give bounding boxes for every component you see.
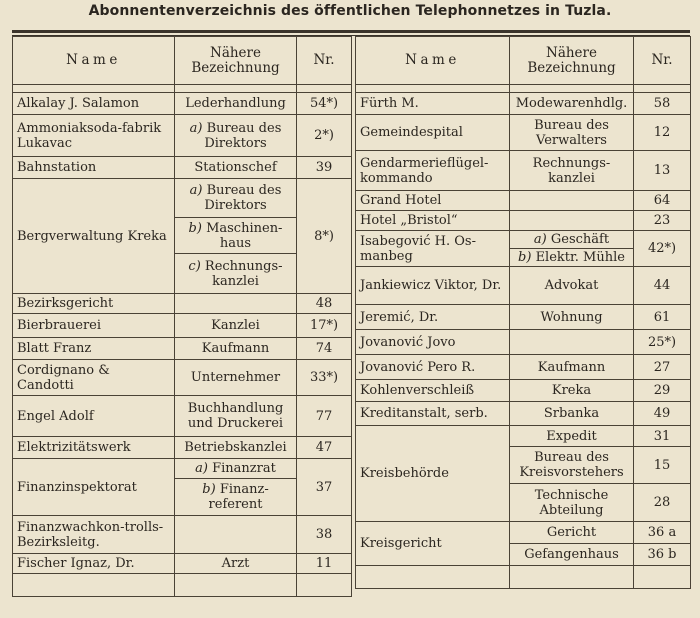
entry-bezeichnung: Srbanka xyxy=(510,402,634,426)
table-header-row xyxy=(13,37,352,85)
entry-name: Jeremić, Dr. xyxy=(356,305,510,330)
entry-name: Finanzinspektorat xyxy=(13,459,175,516)
entry-number: 38 xyxy=(297,516,352,554)
entry-number: 49 xyxy=(634,402,691,426)
top-double-rule xyxy=(12,30,690,33)
table-row xyxy=(356,305,691,330)
entry-bezeichnung xyxy=(510,191,634,211)
header-bezeichnung: Nähere Bezeichnung xyxy=(510,37,634,85)
entry-bezeichnung: Kanzlei xyxy=(175,314,297,338)
entry-number: 37 xyxy=(297,459,352,516)
table-row xyxy=(356,355,691,380)
table-row xyxy=(13,314,352,338)
entry-bezeichnung: a) Bureau des Direktors xyxy=(175,115,297,157)
table-row xyxy=(356,211,691,231)
entry-number: 29 xyxy=(634,380,691,402)
table-row xyxy=(356,151,691,191)
entry-number: 54*) xyxy=(297,93,352,115)
entry-name: Bierbrauerei xyxy=(13,314,175,338)
page-title: Abonnentenverzeichnis des öffentlichen Telephonnetzes in Tuzla. xyxy=(88,3,612,19)
table-row xyxy=(356,522,691,544)
entry-sub-bezeichnung: b) Maschinen-haus xyxy=(175,218,297,254)
entry-name: Engel Adolf xyxy=(13,396,175,437)
entry-name: Blatt Franz xyxy=(13,338,175,360)
entry-bezeichnung xyxy=(175,294,297,314)
entry-name: Fürth M. xyxy=(356,93,510,115)
entry-bezeichnung: Wohnung xyxy=(510,305,634,330)
entry-sub-bezeichnung: a) Bureau des Direktors xyxy=(175,179,297,218)
entry-name: Cordignano & Candotti xyxy=(13,360,175,396)
table-row xyxy=(356,115,691,151)
entry-number: 42*) xyxy=(634,231,691,267)
entry-sub-bezeichnung: a) Finanzrat xyxy=(175,459,297,479)
entry-sub-bezeichnung: b) Elektr. Mühle xyxy=(510,249,634,267)
entry-name: Elektrizitätswerk xyxy=(13,437,175,459)
entry-sub-bezeichnung: Technische Abteilung xyxy=(510,484,634,522)
table-row xyxy=(13,115,352,157)
table-row xyxy=(13,396,352,437)
entry-bezeichnung xyxy=(175,516,297,554)
entry-number: 17*) xyxy=(297,314,352,338)
entry-sub-bezeichnung: b) Finanz-referent xyxy=(175,479,297,516)
entry-number: 36 a xyxy=(634,522,691,544)
entry-number: 36 b xyxy=(634,544,691,566)
entry-bezeichnung: Kaufmann xyxy=(175,338,297,360)
table-row xyxy=(13,437,352,459)
entry-number: 77 xyxy=(297,396,352,437)
entry-name: Finanzwachkon-trolls-Bezirksleitg. xyxy=(13,516,175,554)
entry-name: Jovanović Jovo xyxy=(356,330,510,355)
entry-name: Kreisgericht xyxy=(356,522,510,566)
entry-number: 25*) xyxy=(634,330,691,355)
entry-sub-bezeichnung: Gefangenhaus xyxy=(510,544,634,566)
table-row xyxy=(13,294,352,314)
entry-number: 64 xyxy=(634,191,691,211)
table-row xyxy=(13,360,352,396)
entry-name: Isabegović H. Os-manbeg xyxy=(356,231,510,267)
table-row xyxy=(356,93,691,115)
entry-number: 23 xyxy=(634,211,691,231)
entry-number: 47 xyxy=(297,437,352,459)
entry-name: Gendarmerieflügel-kommando xyxy=(356,151,510,191)
entry-number: 58 xyxy=(634,93,691,115)
table-header-row xyxy=(356,37,691,85)
entry-number: 61 xyxy=(634,305,691,330)
entry-name: Gemeindespital xyxy=(356,115,510,151)
entry-bezeichnung: Rechnungs-kanzlei xyxy=(510,151,634,191)
header-name: Name xyxy=(13,37,175,85)
entry-number: 28 xyxy=(634,484,691,522)
directory-table-right xyxy=(355,36,691,589)
entry-name: Bergverwaltung Kreka xyxy=(13,179,175,294)
entry-bezeichnung: Buchhandlung und Druckerei xyxy=(175,396,297,437)
entry-bezeichnung: Kreka xyxy=(510,380,634,402)
entry-number: 33*) xyxy=(297,360,352,396)
entry-bezeichnung: Unternehmer xyxy=(175,360,297,396)
header-name: Name xyxy=(356,37,510,85)
entry-bezeichnung: Stationschef xyxy=(175,157,297,179)
table-row xyxy=(13,459,352,479)
header-nr: Nr. xyxy=(297,37,352,85)
entry-name: Jovanović Pero R. xyxy=(356,355,510,380)
entry-number: 15 xyxy=(634,447,691,484)
entry-sub-bezeichnung: c) Rechnungs-kanzlei xyxy=(175,254,297,294)
entry-name: Jankiewicz Viktor, Dr. xyxy=(356,267,510,305)
entry-sub-bezeichnung: Gericht xyxy=(510,522,634,544)
table-row xyxy=(13,157,352,179)
entry-name: Hotel „Bristol“ xyxy=(356,211,510,231)
entry-name: Kohlenverschleiß xyxy=(356,380,510,402)
table-row xyxy=(356,267,691,305)
entry-name: Grand Hotel xyxy=(356,191,510,211)
entry-bezeichnung xyxy=(510,330,634,355)
entry-bezeichnung: Betriebskanzlei xyxy=(175,437,297,459)
table-row xyxy=(356,402,691,426)
entry-bezeichnung xyxy=(510,211,634,231)
entry-sub-bezeichnung: Expedit xyxy=(510,426,634,447)
table-row xyxy=(13,554,352,574)
table-row xyxy=(356,426,691,447)
entry-number: 48 xyxy=(297,294,352,314)
entry-number: 8*) xyxy=(297,179,352,294)
entry-name: Kreisbehörde xyxy=(356,426,510,522)
entry-number: 11 xyxy=(297,554,352,574)
entry-bezeichnung: Lederhandlung xyxy=(175,93,297,115)
entry-name: Fischer Ignaz, Dr. xyxy=(13,554,175,574)
header-bezeichnung: Nähere Bezeichnung xyxy=(175,37,297,85)
table-row xyxy=(356,231,691,249)
table-row xyxy=(13,179,352,218)
entry-bezeichnung: Kaufmann xyxy=(510,355,634,380)
entry-name: Ammoniaksoda-fabrik Lukavac xyxy=(13,115,175,157)
entry-number: 2*) xyxy=(297,115,352,157)
table-row xyxy=(13,516,352,554)
entry-sub-bezeichnung: Bureau des Kreisvorstehers xyxy=(510,447,634,484)
entry-name: Bahnstation xyxy=(13,157,175,179)
entry-name: Bezirksgericht xyxy=(13,294,175,314)
entry-bezeichnung: Arzt xyxy=(175,554,297,574)
directory-table-left xyxy=(12,36,352,597)
table-row xyxy=(13,93,352,115)
table-row xyxy=(356,191,691,211)
entry-number: 13 xyxy=(634,151,691,191)
entry-bezeichnung: Modewarenhdlg. xyxy=(510,93,634,115)
entry-name: Kreditanstalt, serb. xyxy=(356,402,510,426)
entry-bezeichnung: Bureau des Verwalters xyxy=(510,115,634,151)
entry-sub-bezeichnung: a) Geschäft xyxy=(510,231,634,249)
entry-number: 44 xyxy=(634,267,691,305)
table-row xyxy=(356,380,691,402)
entry-number: 27 xyxy=(634,355,691,380)
header-nr: Nr. xyxy=(634,37,691,85)
table-row xyxy=(13,338,352,360)
entry-number: 12 xyxy=(634,115,691,151)
table-row xyxy=(356,330,691,355)
entry-name: Alkalay J. Salamon xyxy=(13,93,175,115)
entry-number: 39 xyxy=(297,157,352,179)
entry-number: 74 xyxy=(297,338,352,360)
entry-bezeichnung: Advokat xyxy=(510,267,634,305)
entry-number: 31 xyxy=(634,426,691,447)
